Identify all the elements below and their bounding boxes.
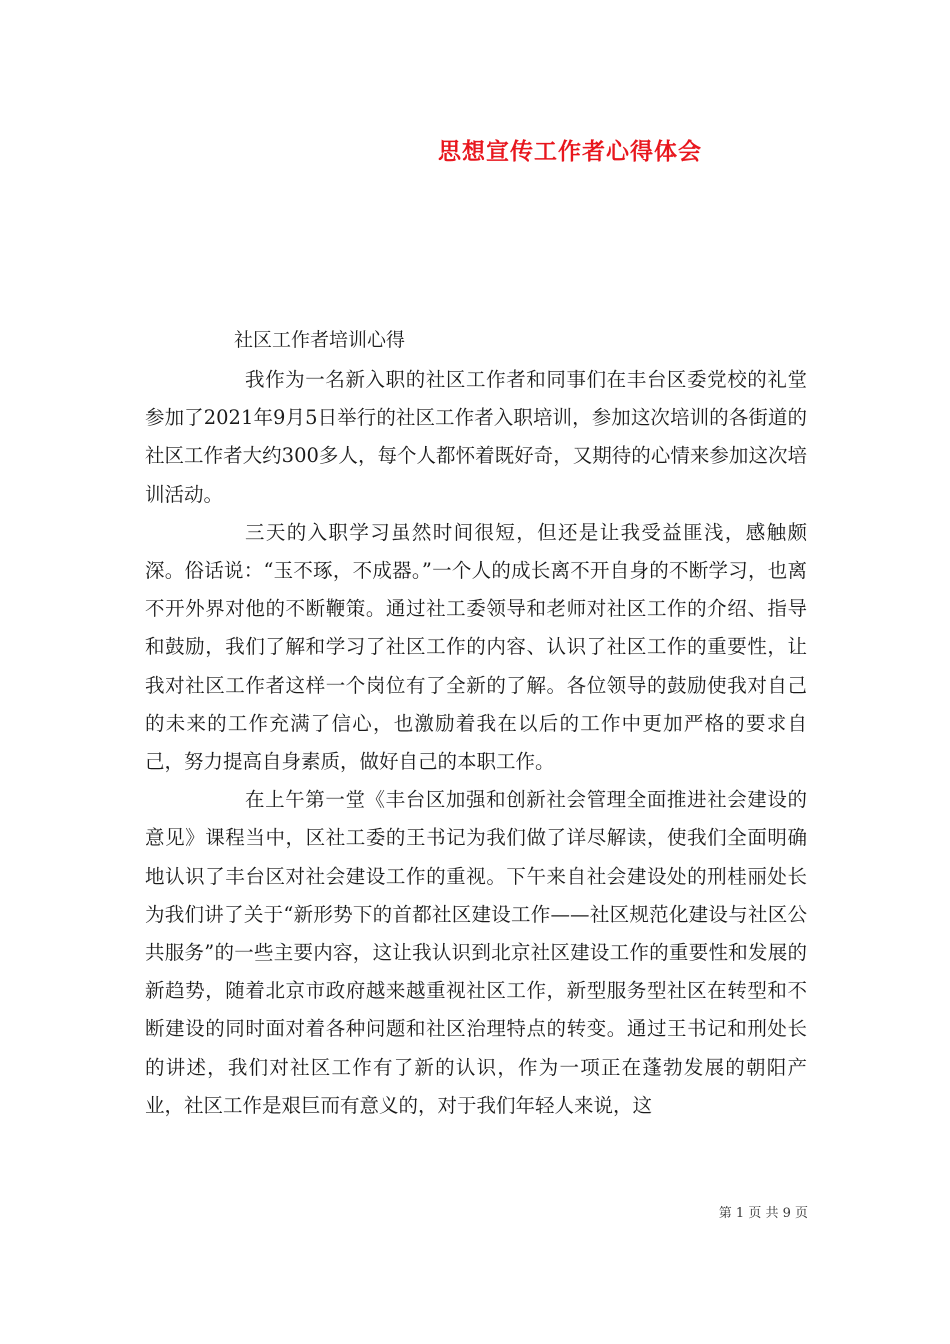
- document-title: 思想宣传工作者心得体会: [438, 138, 702, 165]
- document-subtitle: 社区工作者培训心得: [234, 329, 406, 351]
- paragraph-1: 我作为一名新入职的社区工作者和同事们在丰台区委党校的礼堂参加了2021年9月5日举行的社区工作者入职培训，参加这次培训的各街道的社区工作者大约300多人，每个人都怀着既好奇，又期待的心情来参加这次培训活动。: [145, 368, 807, 506]
- paragraph-2: 三天的入职学习虽然时间很短，但还是让我受益匪浅，感触颇深。俗话说：“玉不琢，不成器。”一个人的成长离不开自身的不断学习，也离不开外界对他的不断鞭策。通过社工委领导和老师对社区工作的介绍、指导和鼓励，我们了解和学习了社区工作的内容、认识了社区工作的重要性，让我对社区工作者这样一个岗位有了全新的了解。各位领导的鼓励使我对自己的未来的工作充满了信心，也激励着我在以后的工作中更加严格的要求自己，努力提高自身素质，做好自己的本职工作。: [145, 520, 807, 774]
- document-body: [145, 361, 807, 1125]
- page-number-footer: 第 1 页 共 9 页: [718, 1206, 808, 1221]
- paragraph-3: 在上午第一堂《丰台区加强和创新社会管理全面推进社会建设的意见》课程当中，区社工委的王书记为我们做了详尽解读，使我们全面明确地认识了丰台区对社会建设工作的重视。下午来自社会建设处的刑桂丽处长为我们讲了关于“新形势下的首都社区建设工作——社区规范化建设与社区公共服务”的一些主要内容，这让我认识到北京社区建设工作的重要性和发展的新趋势，随着北京市政府越来越重视社区工作，新型服务型社区在转型和不断建设的同时面对着各种问题和社区治理特点的转变。通过王书记和刑处长的讲述，我们对社区工作有了新的认识，作为一项正在蓬勃发展的朝阳产业，社区工作是艰巨而有意义的，对于我们年轻人来说，这: [145, 788, 807, 1117]
